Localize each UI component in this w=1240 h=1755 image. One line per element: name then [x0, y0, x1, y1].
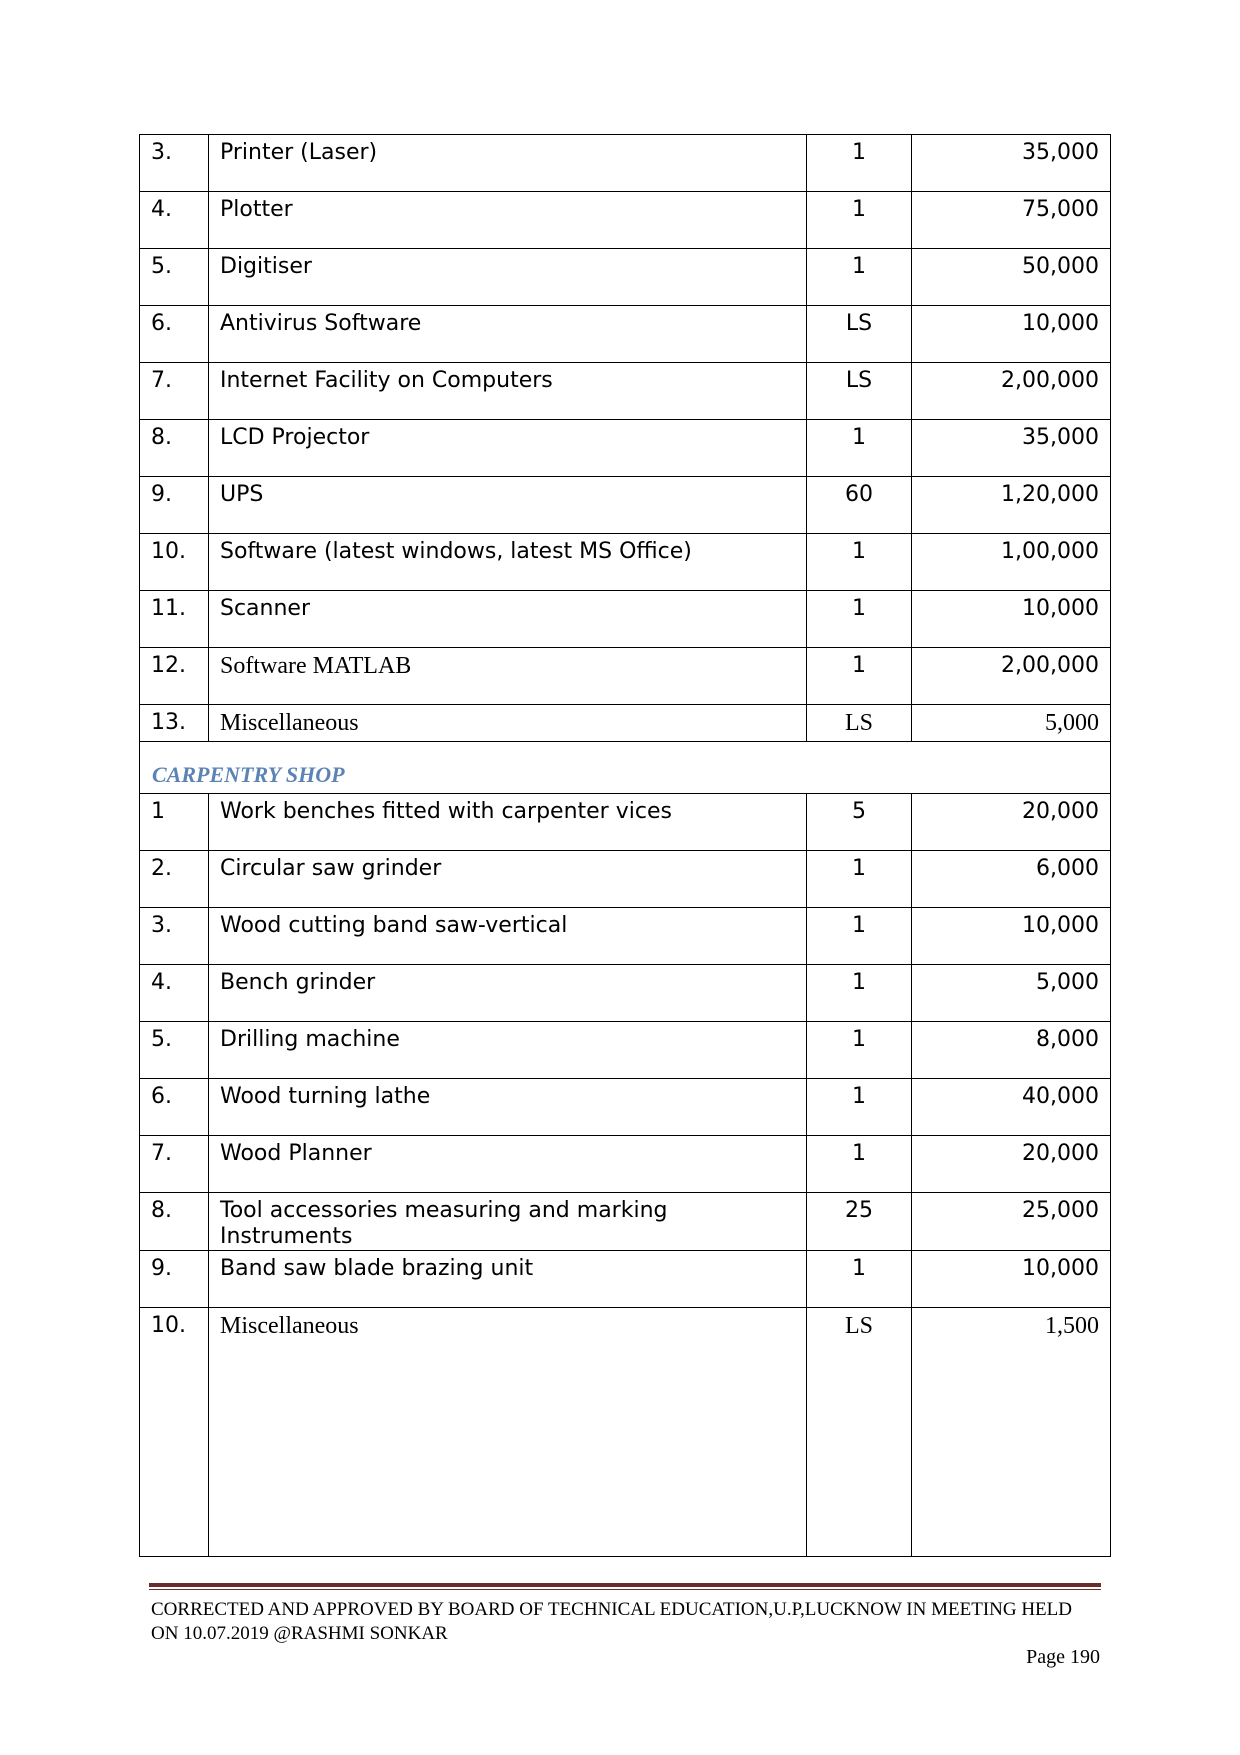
table-row [140, 306, 1111, 363]
table-row [140, 851, 1111, 908]
item-quantity: 1 [807, 1136, 912, 1193]
item-quantity: 1 [807, 249, 912, 306]
serial-number: 11. [140, 591, 209, 648]
serial-number: 8. [140, 1193, 209, 1251]
item-cost: 75,000 [912, 192, 1111, 249]
item-cost: 2,00,000 [912, 648, 1111, 705]
item-cost: 6,000 [912, 851, 1111, 908]
table-row [140, 1022, 1111, 1079]
item-cost: 10,000 [912, 306, 1111, 363]
item-cost: 35,000 [912, 420, 1111, 477]
table-row [140, 363, 1111, 420]
item-quantity: 1 [807, 648, 912, 705]
item-cost: 20,000 [912, 794, 1111, 851]
item-description: Printer (Laser) [209, 135, 807, 192]
serial-number: 12. [140, 648, 209, 705]
item-cost: 1,00,000 [912, 534, 1111, 591]
item-description: Miscellaneous [209, 1308, 807, 1557]
item-description: Scanner [209, 591, 807, 648]
item-description: Tool accessories measuring and marking Instruments [209, 1193, 807, 1251]
item-quantity: 1 [807, 135, 912, 192]
table-row [140, 648, 1111, 705]
item-quantity: LS [807, 306, 912, 363]
item-cost: 2,00,000 [912, 363, 1111, 420]
serial-number: 8. [140, 420, 209, 477]
item-cost: 1,500 [912, 1308, 1111, 1557]
item-description: Plotter [209, 192, 807, 249]
serial-number: 6. [140, 306, 209, 363]
table-row [140, 1136, 1111, 1193]
item-cost: 50,000 [912, 249, 1111, 306]
item-cost: 20,000 [912, 1136, 1111, 1193]
item-description: LCD Projector [209, 420, 807, 477]
item-quantity: LS [807, 363, 912, 420]
item-cost: 5,000 [912, 705, 1111, 742]
serial-number: 1 [140, 794, 209, 851]
table-row [140, 1251, 1111, 1308]
serial-number: 7. [140, 363, 209, 420]
item-quantity: 1 [807, 1079, 912, 1136]
item-cost: 8,000 [912, 1022, 1111, 1079]
item-cost: 40,000 [912, 1079, 1111, 1136]
item-description: Software (latest windows, latest MS Office) [209, 534, 807, 591]
serial-number: 10. [140, 1308, 209, 1557]
table-row [140, 1079, 1111, 1136]
item-quantity: 1 [807, 534, 912, 591]
item-quantity: 1 [807, 1022, 912, 1079]
serial-number: 9. [140, 477, 209, 534]
item-cost: 10,000 [912, 1251, 1111, 1308]
serial-number: 2. [140, 851, 209, 908]
serial-number: 7. [140, 1136, 209, 1193]
item-description: Miscellaneous [209, 705, 807, 742]
item-quantity: 5 [807, 794, 912, 851]
equipment-table [139, 134, 1111, 1557]
table-row [140, 794, 1111, 851]
table-row [140, 534, 1111, 591]
item-cost: 10,000 [912, 908, 1111, 965]
table-row [140, 908, 1111, 965]
item-description: Wood Planner [209, 1136, 807, 1193]
table-row [140, 1193, 1111, 1251]
table-row [140, 477, 1111, 534]
table-row [140, 1308, 1111, 1557]
item-description: Wood turning lathe [209, 1079, 807, 1136]
serial-number: 3. [140, 908, 209, 965]
serial-number: 6. [140, 1079, 209, 1136]
serial-number: 5. [140, 1022, 209, 1079]
item-quantity: 1 [807, 192, 912, 249]
item-cost: 10,000 [912, 591, 1111, 648]
item-cost: 35,000 [912, 135, 1111, 192]
item-cost: 5,000 [912, 965, 1111, 1022]
table-row [140, 965, 1111, 1022]
serial-number: 13. [140, 705, 209, 742]
item-quantity: 1 [807, 420, 912, 477]
item-quantity: LS [807, 705, 912, 742]
table-row [140, 249, 1111, 306]
table-row [140, 192, 1111, 249]
footer-note [151, 1598, 1111, 1646]
item-quantity: 1 [807, 591, 912, 648]
item-quantity: LS [807, 1308, 912, 1557]
item-description: Wood cutting band saw-vertical [209, 908, 807, 965]
item-description: Antivirus Software [209, 306, 807, 363]
serial-number: 5. [140, 249, 209, 306]
item-description: Work benches fitted with carpenter vices [209, 794, 807, 851]
item-description: Drilling machine [209, 1022, 807, 1079]
item-description: Circular saw grinder [209, 851, 807, 908]
table-row [140, 705, 1111, 742]
item-quantity: 1 [807, 851, 912, 908]
serial-number: 3. [140, 135, 209, 192]
item-description: UPS [209, 477, 807, 534]
serial-number: 9. [140, 1251, 209, 1308]
item-quantity: 1 [807, 1251, 912, 1308]
item-description: Band saw blade brazing unit [209, 1251, 807, 1308]
serial-number: 4. [140, 965, 209, 1022]
serial-number: 10. [140, 534, 209, 591]
item-description: Software MATLAB [209, 648, 807, 705]
item-quantity: 60 [807, 477, 912, 534]
table-row [140, 135, 1111, 192]
footer-divider [149, 1583, 1101, 1587]
item-description: Internet Facility on Computers [209, 363, 807, 420]
section-header-row [140, 742, 1111, 794]
section-title: CARPENTRY SHOP [140, 742, 1111, 794]
item-cost: 1,20,000 [912, 477, 1111, 534]
footer-divider-thin [149, 1589, 1101, 1590]
page-number: Page 190 [1026, 1646, 1100, 1668]
item-quantity: 1 [807, 965, 912, 1022]
item-quantity: 25 [807, 1193, 912, 1251]
footer-line-2: ON 10.07.2019 @RASHMI SONKAR [151, 1623, 448, 1644]
item-quantity: 1 [807, 908, 912, 965]
table-row [140, 420, 1111, 477]
item-description: Digitiser [209, 249, 807, 306]
item-description: Bench grinder [209, 965, 807, 1022]
serial-number: 4. [140, 192, 209, 249]
footer-line-1: CORRECTED AND APPROVED BY BOARD OF TECHNICAL EDUCATION,U.P,LUCKNOW IN MEETING HELD [151, 1599, 1072, 1620]
table-row [140, 591, 1111, 648]
item-cost: 25,000 [912, 1193, 1111, 1251]
